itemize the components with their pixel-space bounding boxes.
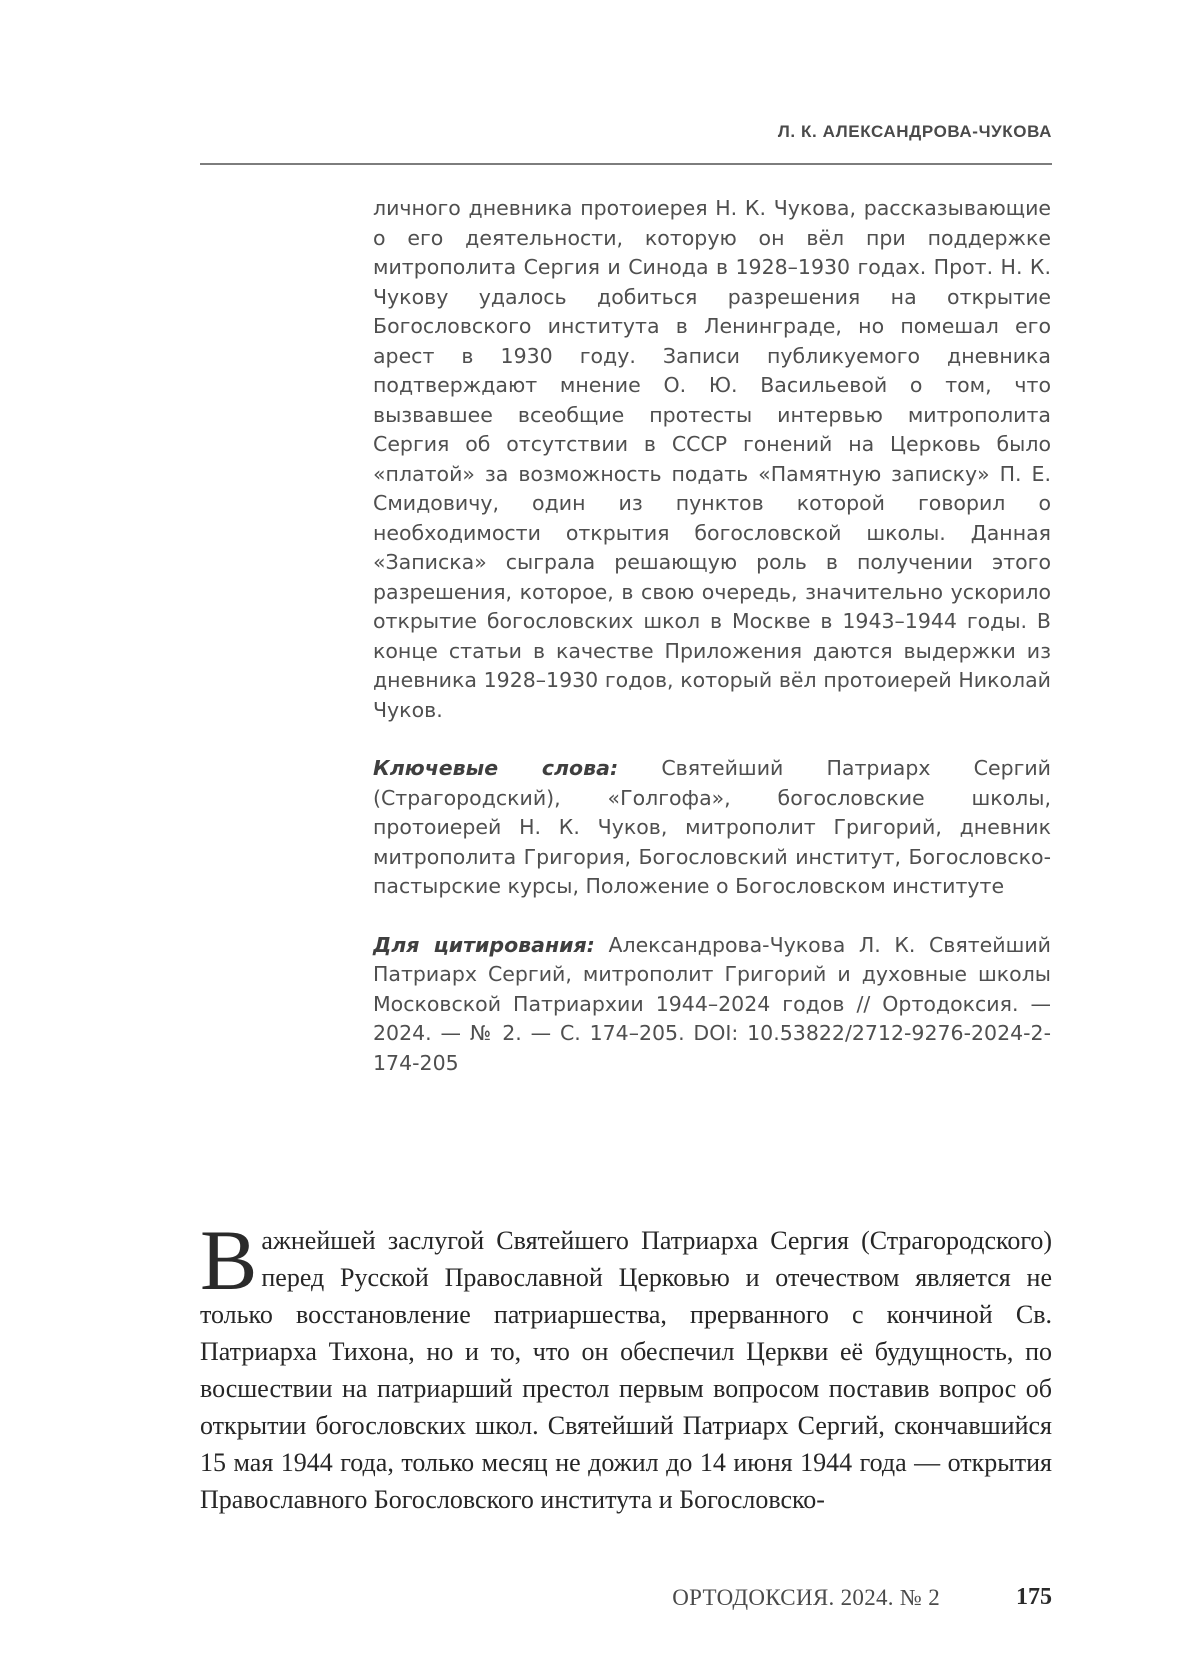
keywords-paragraph bbox=[373, 754, 1051, 902]
drop-cap: В bbox=[200, 1212, 258, 1308]
article-body-text: ажнейшей заслугой Святейшего Патриарха Сергия (Страгородского) перед Русской Православной Церковью и отечеством является не только восстановление патриаршества, прерванного с кончиной Св. Патриарха Тихона, но и то, что он обеспечил Церкви её будущность, по восшествии на патриарший престол первым вопросом поставив вопрос об открытии богословских школ. Святейший Патриарх Сергий, скончавшийся 15 мая 1944 года, только месяц не дожил до 14 июня 1944 года — открытия Православного Богословского института и Богословско- bbox=[200, 1226, 1052, 1514]
page-number: 175 bbox=[1016, 1584, 1052, 1610]
citation-paragraph bbox=[373, 931, 1051, 1079]
article-body-paragraph bbox=[200, 1212, 1052, 1518]
citation-label: Для цитирования: bbox=[373, 932, 595, 957]
keywords-label: Ключевые слова: bbox=[373, 756, 619, 780]
header-rule bbox=[200, 163, 1052, 165]
abstract-column bbox=[373, 194, 1051, 1078]
citation-text: Александрова-Чукова Л. К. Святейший Патриарх Сергий, митрополит Григорий и духовные школы Московской Патриархии 1944–2024 годов // Ортодоксия. — 2024. — № 2. — С. 174–205. DOI: 10.53822/2712-9276-2024-2-174-205 bbox=[373, 932, 1051, 1075]
running-head-author: Л. К. АЛЕКСАНДРОВА-ЧУКОВА bbox=[777, 122, 1052, 141]
footer-journal-title: ОРТОДОКСИЯ. 2024. № 2 bbox=[672, 1585, 940, 1610]
keywords-text: Святейший Патриарх Сергий (Страгородский), «Голгофа», богословские школы, протоиерей Н. К. Чуков, митрополит Григорий, дневник митрополита Григория, Богословский институт, Богословско-пастырские курсы, Положение о Богословском институте bbox=[373, 756, 1051, 898]
abstract-text: личного дневника протоиерея Н. К. Чукова, рассказывающие о его деятельности, которую он вёл при поддержке митрополита Сергия и Синода в 1928–1930 годах. Прот. Н. К. Чукову удалось добиться разрешения на открытие Богословского института в Ленинграде, но помешал его арест в 1930 году. Записи публикуемого дневника подтверждают мнение О. Ю. Васильевой о том, что вызвавшее всеобщие протесты интервью митрополита Сергия об отсутствии в СССР гонений на Церковь было «платой» за возможность подать «Памятную записку» П. Е. Смидовичу, один из пунктов которой говорил о необходимости открытия богословской школы. Данная «Записка» сыграла решающую роль в получении этого разрешения, которое, в свою очередь, значительно ускорило открытие богословских школ в Москве в 1943–1944 годы. В конце статьи в качестве Приложения даются выдержки из дневника 1928–1930 годов, который вёл протоиерей Николай Чуков. bbox=[373, 196, 1051, 722]
